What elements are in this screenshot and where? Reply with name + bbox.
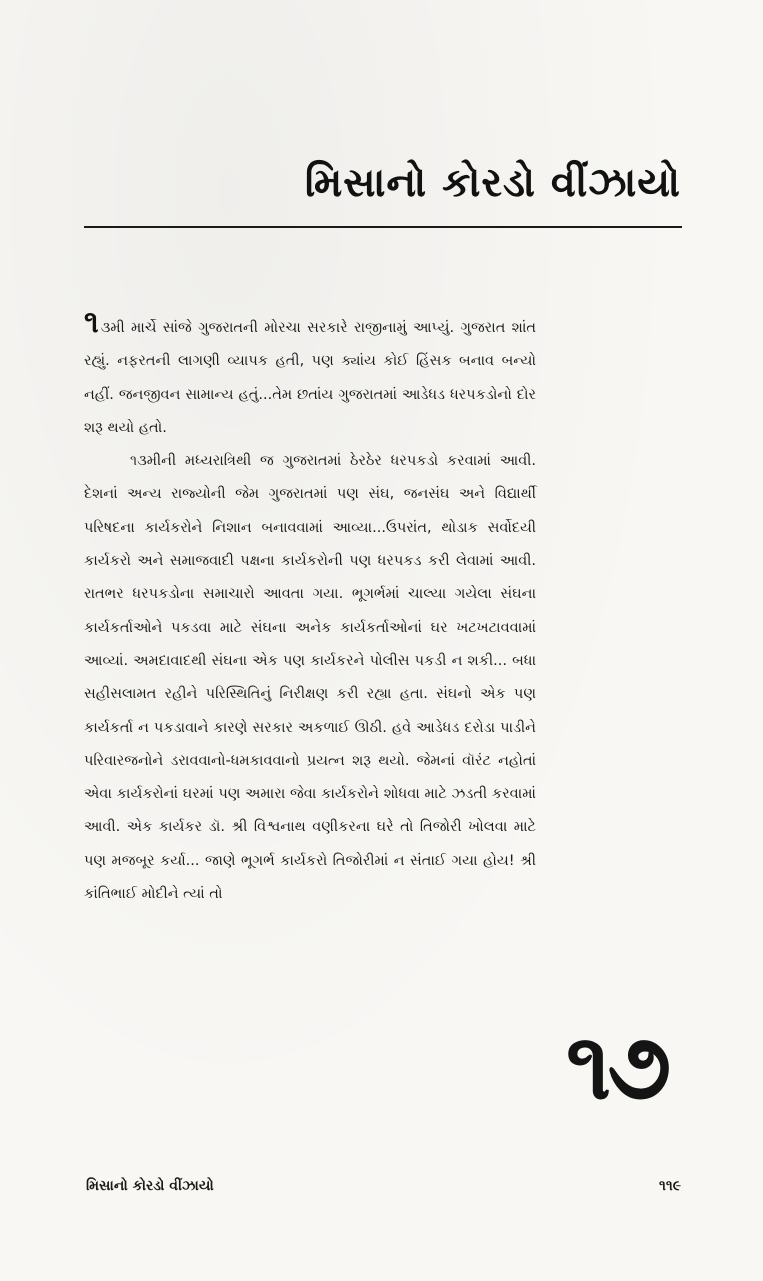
title-underline — [84, 226, 682, 228]
drop-cap: ૧ — [84, 305, 99, 340]
chapter-body — [84, 305, 536, 911]
chapter-number: ૧૭ — [566, 1013, 668, 1120]
paragraph-1 — [84, 305, 536, 445]
chapter-title: મિસાનો કોરડો વીંઝાયો — [304, 160, 681, 206]
footer-page-number: ૧૧૯ — [658, 1178, 681, 1194]
footer-running-title: મિસાનો કોરડો વીંઝાયો — [86, 1178, 214, 1194]
paragraph-2: ૧૩મીની મધ્યરાત્રિથી જ ગુજરાતમાં ઠેરઠેર ધરપકડો કરવામાં આવી. દેશનાં અન્ય રાજ્યોની જેમ ગુજરાતમાં પણ સંઘ, જનસંઘ અને વિદ્યાર્થી પરિષદના કાર્યકરોને નિશાન બનાવવામાં આવ્યા...ઉપરાંત, થોડાક સર્વોદયી કાર્યકરો અને સમાજવાદી પક્ષના કાર્યકરોની પણ ધરપકડ કરી લેવામાં આવી. રાતભર ધરપકડોના સમાચારો આવતા ગયા. ભૂગર્ભમાં ચાલ્યા ગયેલા સંઘના કાર્યકર્તાઓને પકડવા માટે સંઘના અનેક કાર્યકર્તાઓનાં ઘર ખટખટાવવામાં આવ્યાં. અમદાવાદથી સંઘના એક પણ કાર્યકરને પોલીસ પકડી ન શકી... બધા સહીસલામત રહીને પરિસ્થિતિનું નિરીક્ષણ કરી રહ્યા હતા. સંઘનો એક પણ કાર્યકર્તા ન પકડાવાને કારણે સરકાર અકળાઈ ઊઠી. હવે આડેધડ દરોડા પાડીને પરિવારજનોને ડરાવવાનો-ધમકાવવાનો પ્રયત્ન શરૂ થયો. જેમનાં વૉરંટ નહોતાં એવા કાર્યકરોનાં ઘરમાં પણ અમારા જેવા કાર્યકરોને શોધવા માટે ઝડતી કરવામાં આવી. એક કાર્યકર ડૉ. શ્રી વિશ્વનાથ વણીકરના ઘરે તો તિજોરી ખોલવા માટે પણ મજબૂર કર્યા... જાણે ભૂગર્ભ કાર્યકરો તિજોરીમાં ન સંતાઈ ગયા હોય! શ્રી કાંતિભાઈ મોદીને ત્યાં તો — [84, 453, 536, 903]
paragraph-1-text: ૩મી માર્ચે સાંજે ગુજરાતની મોરચા સરકારે રાજીનામું આપ્યું. ગુજરાત શાંત રહ્યું. નફરતની લાગણી વ્યાપક હતી, પણ ક્યાંય કોઈ હિંસક બનાવ બન્યો નહીં. જનજીવન સામાન્ય હતું...તેમ છતાંય ગુજરાતમાં આડેધડ ધરપકડોનો દોર શરૂ થયો હતો. — [84, 320, 536, 436]
